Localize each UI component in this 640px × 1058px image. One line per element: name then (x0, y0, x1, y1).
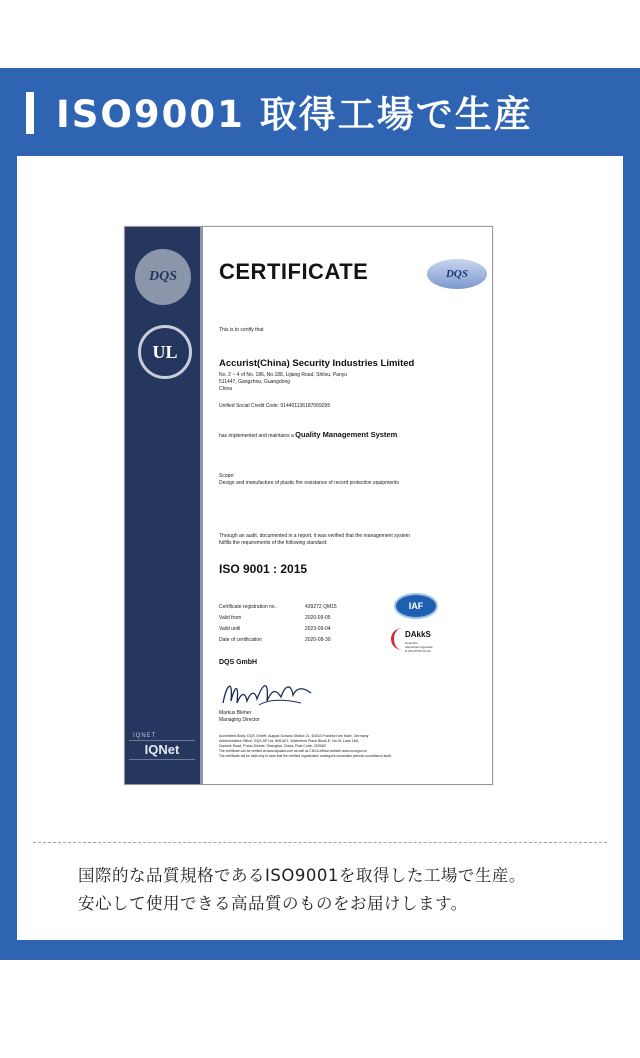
page-title: ISO9001 取得工場で生産 (56, 93, 533, 136)
detail-row (219, 637, 331, 643)
description (78, 862, 598, 918)
certificate-image (124, 226, 493, 785)
description-line-1: 国際的な品質規格であるISO9001を取得した工場で生産。 (78, 866, 526, 885)
implemented-line (219, 430, 399, 441)
signer-name: Markus Bleher (219, 710, 252, 716)
detail-row (219, 615, 331, 621)
description-line-2: 安心して使用できる高品質のものをお届けします。 (78, 894, 468, 913)
certificate-title: CERTIFICATE (219, 259, 369, 284)
dqs-seal-icon: DQS (135, 249, 191, 305)
implemented-prefix: has implemented and maintains a (219, 433, 294, 439)
detail-value: 2020-09-05 (305, 615, 331, 621)
footer-line-3: Daduhe Road, Putuo District, Shanghai, China, Post Code: 200062 (219, 744, 326, 748)
detail-value: 2023-09-04 (305, 626, 331, 632)
footer-line-5: The certificate will be valid only in case that the certified organization undergoes successful periodic surveillance audit. (219, 754, 392, 758)
address-line-3: China (219, 386, 233, 392)
dakks-sub-2: Akkreditierungsstelle (405, 645, 433, 649)
iqnet-label: IQNET (133, 733, 157, 739)
iso-standard: ISO 9001 : 2015 (219, 562, 308, 576)
dashed-divider (33, 842, 607, 843)
certificate-sidebar (125, 227, 200, 784)
signature-image (219, 673, 319, 713)
ul-seal-icon: UL (138, 325, 192, 379)
dakks-logo (391, 626, 471, 656)
certify-intro: This is to certify that (219, 327, 264, 333)
dakks-mark-icon (391, 628, 406, 650)
address-line-1: No. 2 ~ 4 of No. 186, No.188, Lijiang Road, Shilou, Panyu (219, 372, 348, 378)
dakks-sub-3: D-ZM-16079-01-00 (405, 649, 431, 653)
footer-line-1: Accredited Body: DQS GmbH, August-Schanz-Straße 21, 60433 Frankfurt am Main, Germany (219, 734, 369, 738)
footer-line-2: Administrative Office: DQS AP Ltd. 806-807, Waterfront Place Block E, No.31 Lane 168, (219, 739, 359, 743)
footer-line-4: The certificate can be verified at www.dqsasia.com as well as CNCA official website www.cnca.gov.cn (219, 749, 367, 753)
audit-line-2: fulfills the requirements of the following standard: (219, 540, 328, 546)
company-name: Accurist(China) Security Industries Limited (219, 358, 415, 369)
detail-label: Valid from (219, 615, 242, 621)
detail-row (219, 604, 337, 610)
audit-line-1: Through an audit, documented in a report, it was verified that the management system (219, 533, 410, 539)
detail-label: Date of certification (219, 637, 262, 643)
detail-value: 2020-08-30 (305, 637, 331, 643)
dqs-logo-icon: DQS (427, 259, 487, 289)
credit-code: Unified Social Credit Code: 91440113618706929​5 (219, 403, 331, 409)
scope-text: Design and manufacture of plastic fire resistance of record protection equipments (219, 480, 399, 486)
detail-label: Certificate registration no. (219, 604, 276, 610)
dakks-text: DAkkS (405, 630, 431, 639)
signer-title: Managing Director (219, 717, 260, 723)
detail-value: 439272 QM15 (305, 604, 337, 610)
dakks-sub-1: Deutsche (405, 641, 418, 645)
quality-management-system: Quality Management System (295, 430, 398, 439)
iaf-logo: IAF (394, 593, 438, 619)
certificate-sidebar-line (200, 227, 203, 784)
issuer-name: DQS GmbH (219, 659, 258, 666)
scope-label: Scope: (219, 473, 235, 479)
iqnet-logo: IQNet (129, 740, 195, 760)
header-accent-bar (26, 92, 34, 134)
detail-row (219, 626, 331, 632)
implemented-suffix: . (397, 433, 399, 439)
detail-label: Valid until (219, 626, 241, 632)
address-line-2: 511447, Gangzhou, Guangdong (219, 379, 291, 385)
